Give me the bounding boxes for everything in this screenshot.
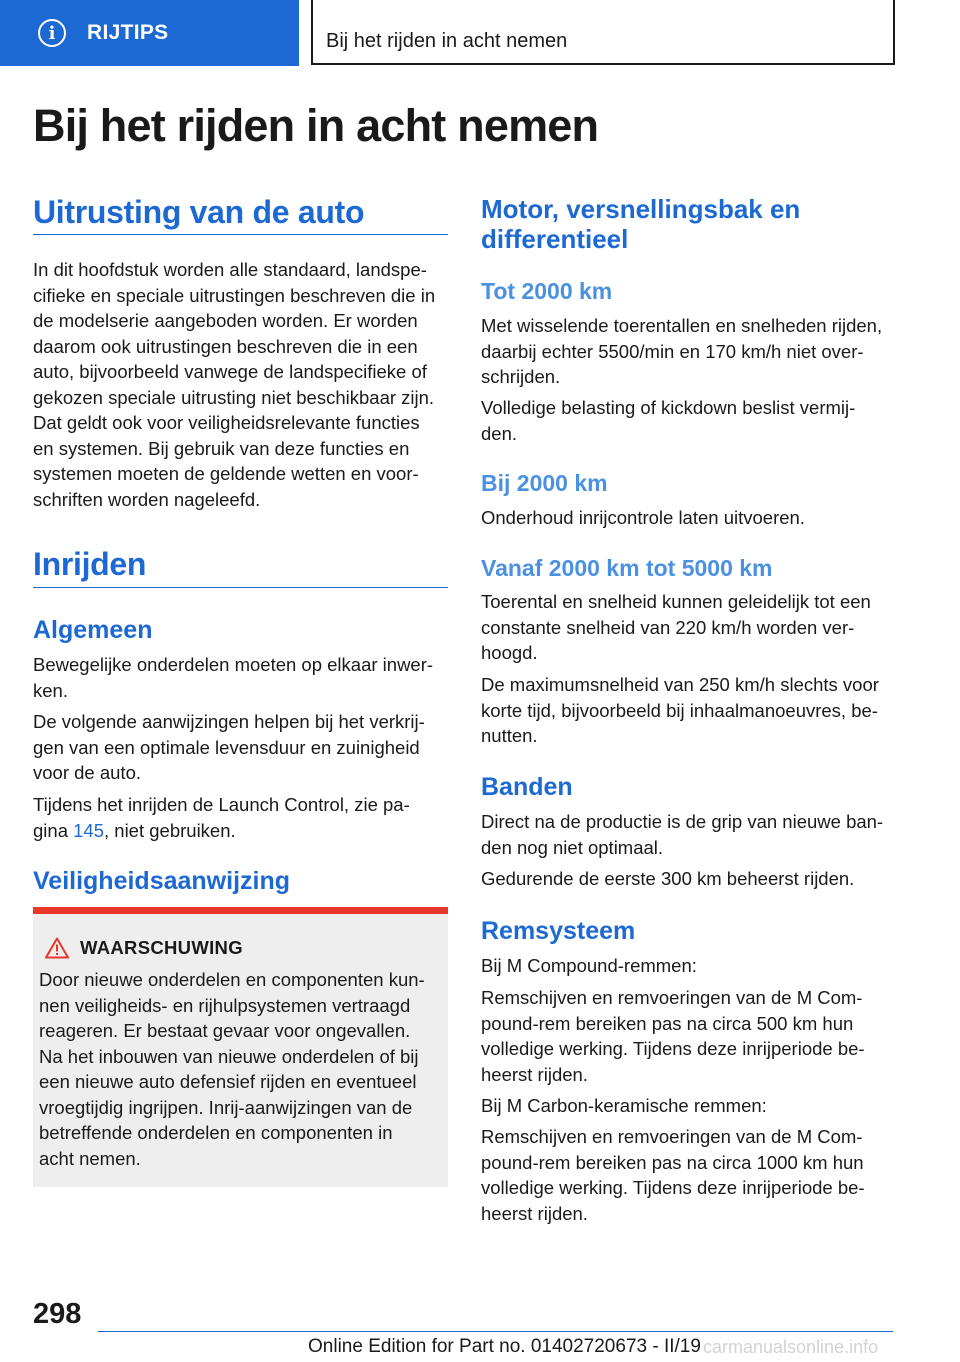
paragraph-to-2000-2 <box>481 395 901 446</box>
section-tab[interactable] <box>0 0 299 66</box>
text-line: Bij M Carbon-keramische remmen: <box>481 1095 767 1116</box>
footer-edition: Online Edition for Part no. 01402720673 - II/19 <box>308 1336 701 1357</box>
paragraph-from-2000-2 <box>481 672 901 749</box>
text-line: Na het inbouwen van nieuwe onderdelen of bij <box>39 1045 419 1067</box>
text-line: Remschijven en remvoeringen van de M Com- <box>481 1126 863 1147</box>
text-line: Door nieuwe onderdelen en componenten kun- <box>39 969 425 990</box>
watermark: carmanualsonline.info <box>703 1337 879 1357</box>
heading-rule <box>33 587 448 588</box>
text-line: schrijden. <box>481 366 561 387</box>
text-line: heerst rijden. <box>481 1063 588 1085</box>
paragraph-tires-1 <box>481 809 901 860</box>
text-line: Bewegelijke onderdelen moeten op elkaar inwer- <box>33 654 434 675</box>
heading-engine <box>481 194 800 254</box>
text-line: systemen moeten de geldende wetten en voor- <box>33 463 419 484</box>
text-line: een nieuwe auto defensief rijden en eventueel <box>39 1071 417 1092</box>
text-line: ken. <box>33 679 68 701</box>
warning-text <box>39 967 444 1171</box>
paragraph-general-1 <box>33 652 453 703</box>
text-line: schriften worden nageleefd. <box>33 488 261 510</box>
text-line: Onderhoud inrijcontrole laten uitvoeren. <box>481 507 805 528</box>
text-line: en systemen. Bij gebruik van deze functies en <box>33 437 410 459</box>
text-line: Met wisselende toerentallen en snelheden rijden, <box>481 315 883 336</box>
heading-to-2000: Tot 2000 km <box>481 278 613 304</box>
paragraph-equipment <box>33 257 453 512</box>
header-divider-left <box>311 0 313 65</box>
text-line: Volledige belasting of kickdown beslist vermij- <box>481 397 856 418</box>
text-line: Gedurende de eerste 300 km beheerst rijden. <box>481 868 855 889</box>
text-line: gen van een optimale levensduur en zuinigheid <box>33 736 420 758</box>
text-line: nen veiligheids- en rijhulpsystemen vertraagd <box>39 994 411 1016</box>
text-line: cifieke en speciale uitrustingen beschreven die in <box>33 284 436 306</box>
warning-title: WAARSCHUWING <box>80 937 243 958</box>
text-line: daarom ook uitrustingen beschreven die in een <box>33 335 418 357</box>
paragraph-general-2 <box>33 709 453 786</box>
heading-breakin: Inrijden <box>33 546 147 582</box>
paragraph-brakes-3 <box>481 1093 901 1119</box>
text-line: de modelserie aangeboden worden. Er worden <box>33 310 418 331</box>
text-line: pound-rem bereiken pas na circa 1000 km hun <box>481 1151 864 1173</box>
text-line: gekozen speciale uitrusting niet beschikbaar zijn. <box>33 386 435 408</box>
paragraph-brakes-4 <box>481 1124 901 1226</box>
text-line: heerst rijden. <box>481 1202 588 1224</box>
paragraph-brakes-2 <box>481 985 901 1087</box>
text-line: betreffende onderdelen en componenten in <box>39 1122 393 1143</box>
text-line: reageren. Er bestaat gevaar voor ongevallen. <box>39 1020 411 1041</box>
heading-from-2000: Vanaf 2000 km tot 5000 km <box>481 555 773 581</box>
paragraph-brakes-1 <box>481 953 901 979</box>
heading-rule <box>33 234 448 235</box>
text-line: pound-rem bereiken pas na circa 500 km hun <box>481 1012 854 1034</box>
text-line: volledige werking. Tijdens deze inrijperiode be- <box>481 1177 865 1198</box>
heading-at-2000: Bij 2000 km <box>481 470 608 496</box>
text-line <box>33 818 453 844</box>
text-line: Tijdens het inrijden de Launch Control, zie pa- <box>33 794 410 815</box>
paragraph-at-2000 <box>481 505 901 531</box>
info-icon: i <box>38 19 66 47</box>
text-line: Dat geldt ook voor veiligheidsrelevante functies <box>33 412 420 433</box>
text-line: auto, bijvoorbeeld vanwege de landspecifieke of <box>33 361 427 382</box>
text-line: De maximumsnelheid van 250 km/h slechts voor <box>481 674 879 695</box>
heading-tires: Banden <box>481 773 573 801</box>
text-line: De volgende aanwijzingen helpen bij het verkrij- <box>33 711 425 732</box>
header-divider-right <box>893 0 895 65</box>
text-line: den nog niet optimaal. <box>481 836 664 858</box>
header-divider-bottom <box>311 63 895 65</box>
text-line: Remschijven en remvoeringen van de M Com- <box>481 987 863 1008</box>
text-span: , niet gebruiken. <box>104 819 236 841</box>
text-line: voor de auto. <box>33 762 141 783</box>
chapter-title: Bij het rijden in acht nemen <box>326 30 568 52</box>
paragraph-from-2000-1 <box>481 589 901 666</box>
text-line: Toerental en snelheid kunnen geleidelijk tot een <box>481 591 871 612</box>
warning-bar <box>33 907 448 914</box>
text-line: nutten. <box>481 725 538 746</box>
text-line: In dit hoofdstuk worden alle standaard, landspe- <box>33 259 427 280</box>
text-line: acht nemen. <box>39 1147 141 1169</box>
paragraph-general-3 <box>33 792 453 843</box>
page-title: Bij het rijden in acht nemen <box>33 100 599 151</box>
page-number: 298 <box>33 1298 82 1330</box>
text-line: constante snelheid van 220 km/h worden ver- <box>481 616 855 638</box>
page-link[interactable]: 145 <box>73 819 104 841</box>
text-line: daarbij echter 5500/min en 170 km/h niet over- <box>481 340 864 362</box>
heading-brakes: Remsysteem <box>481 917 636 945</box>
heading-line: Motor, versnellingsbak en <box>481 194 801 224</box>
heading-line: differentieel <box>481 224 629 254</box>
text-line: volledige werking. Tijdens deze inrijperiode be- <box>481 1038 865 1059</box>
text-line: vroegtijdig ingrijpen. Inrij-aanwijzingen van de <box>39 1096 413 1118</box>
text-line: hoogd. <box>481 642 538 663</box>
heading-general: Algemeen <box>33 616 153 644</box>
text-line: Direct na de productie is de grip van nieuwe ban- <box>481 811 884 832</box>
section-tab-label: RIJTIPS <box>87 21 169 44</box>
warning-box <box>33 907 448 1187</box>
paragraph-to-2000-1 <box>481 313 901 390</box>
paragraph-tires-2 <box>481 866 901 892</box>
text-line: Bij M Compound-remmen: <box>481 955 697 976</box>
heading-equipment: Uitrusting van de auto <box>33 194 365 230</box>
text-span: gina <box>33 819 74 841</box>
footer-rule <box>98 1331 893 1332</box>
text-line: korte tijd, bijvoorbeeld bij inhaalmanoeuvres, be- <box>481 699 878 721</box>
heading-safety: Veiligheidsaanwijzing <box>33 867 291 895</box>
warning-triangle-icon <box>45 937 69 959</box>
text-line: den. <box>481 422 518 444</box>
